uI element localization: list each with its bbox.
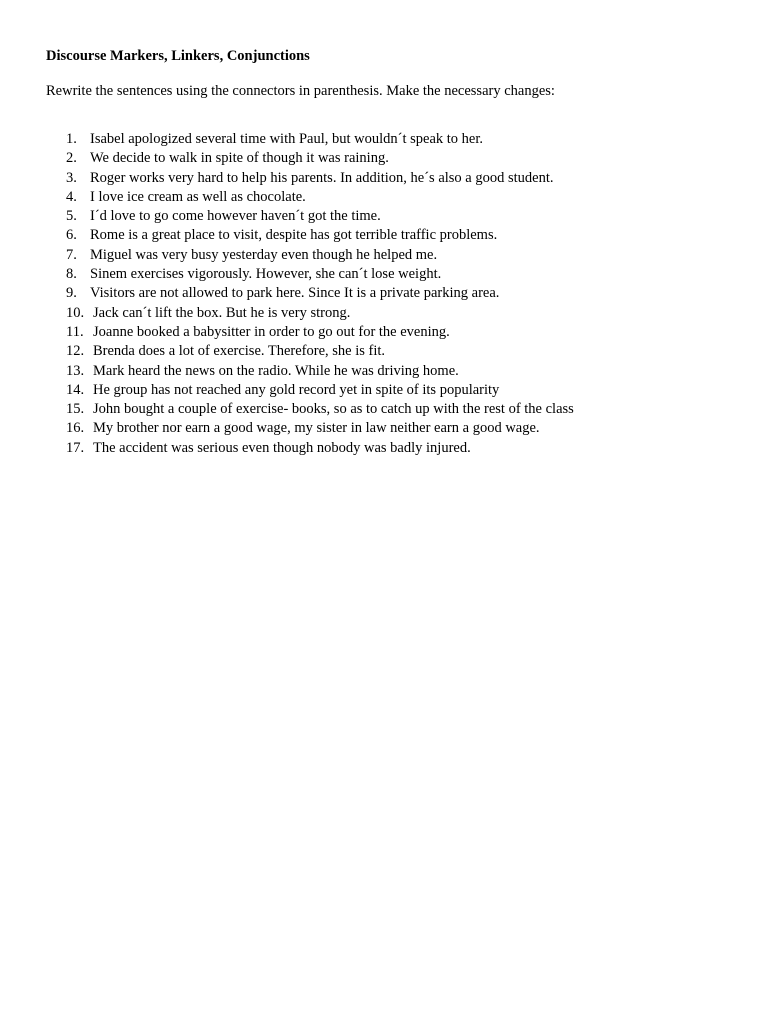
- list-item: [0, 246, 768, 265]
- list-item: [0, 226, 768, 245]
- item-number: 7.: [66, 246, 77, 263]
- item-number: 5.: [66, 208, 77, 225]
- list-item: [0, 265, 768, 284]
- list-item: [0, 419, 768, 438]
- list-item: [0, 207, 768, 226]
- document-title: Discourse Markers, Linkers, Conjunctions: [46, 48, 310, 64]
- list-item: [0, 342, 768, 361]
- item-text: John bought a couple of exercise- books, so as to catch up with the rest of the class: [93, 401, 574, 418]
- item-number: 8.: [66, 266, 77, 283]
- list-item: [0, 323, 768, 342]
- item-text: Rome is a great place to visit, despite has got terrible traffic problems.: [90, 227, 498, 244]
- list-item: [0, 130, 768, 149]
- item-text: My brother nor earn a good wage, my sister in law neither earn a good wage.: [93, 420, 540, 437]
- item-number: 13.: [66, 362, 85, 379]
- item-number: 3.: [66, 169, 77, 186]
- item-number: 6.: [66, 227, 77, 244]
- item-number: 2.: [66, 150, 77, 167]
- item-text: The accident was serious even though nobody was badly injured.: [93, 439, 471, 456]
- item-text: We decide to walk in spite of though it was raining.: [90, 150, 389, 167]
- item-text: Roger works very hard to help his parents. In addition, he´s also a good student.: [90, 169, 554, 186]
- item-text: I love ice cream as well as chocolate.: [90, 188, 306, 205]
- list-item: [0, 284, 768, 303]
- item-text: He group has not reached any gold record yet in spite of its popularity: [93, 381, 500, 398]
- item-number: 10.: [66, 304, 85, 321]
- item-number: 16.: [66, 420, 85, 437]
- list-item: [0, 304, 768, 323]
- item-text: Mark heard the news on the radio. While he was driving home.: [93, 362, 459, 379]
- item-text: Joanne booked a babysitter in order to go out for the evening.: [93, 323, 450, 340]
- item-text: Isabel apologized several time with Paul, but wouldn´t speak to her.: [90, 131, 484, 147]
- item-text: Visitors are not allowed to park here. Since It is a private parking area.: [90, 285, 500, 302]
- item-number: 17.: [66, 439, 85, 456]
- list-item: [0, 400, 768, 419]
- item-text: Miguel was very busy yesterday even though he helped me.: [90, 246, 438, 263]
- item-number: 11.: [66, 323, 84, 340]
- list-item: [0, 362, 768, 381]
- item-text: Jack can´t lift the box. But he is very strong.: [93, 304, 351, 321]
- list-item: [0, 169, 768, 188]
- list-item: [0, 439, 768, 458]
- list-item: [0, 149, 768, 168]
- item-number: 9.: [66, 285, 77, 302]
- item-number: 15.: [66, 401, 85, 418]
- item-number: 14.: [66, 381, 85, 398]
- item-text: I´d love to go come however haven´t got the time.: [90, 208, 381, 225]
- list-item: [0, 381, 768, 400]
- list-item: [0, 188, 768, 207]
- item-text: Sinem exercises vigorously. However, she can´t lose weight.: [90, 266, 442, 283]
- item-number: 1.: [66, 131, 77, 147]
- exercise-list: [0, 130, 768, 458]
- item-number: 12.: [66, 343, 85, 360]
- item-text: Brenda does a lot of exercise. Therefore, she is fit.: [93, 343, 386, 360]
- item-number: 4.: [66, 188, 77, 205]
- instructions-text: Rewrite the sentences using the connectors in parenthesis. Make the necessary changes:: [46, 83, 555, 99]
